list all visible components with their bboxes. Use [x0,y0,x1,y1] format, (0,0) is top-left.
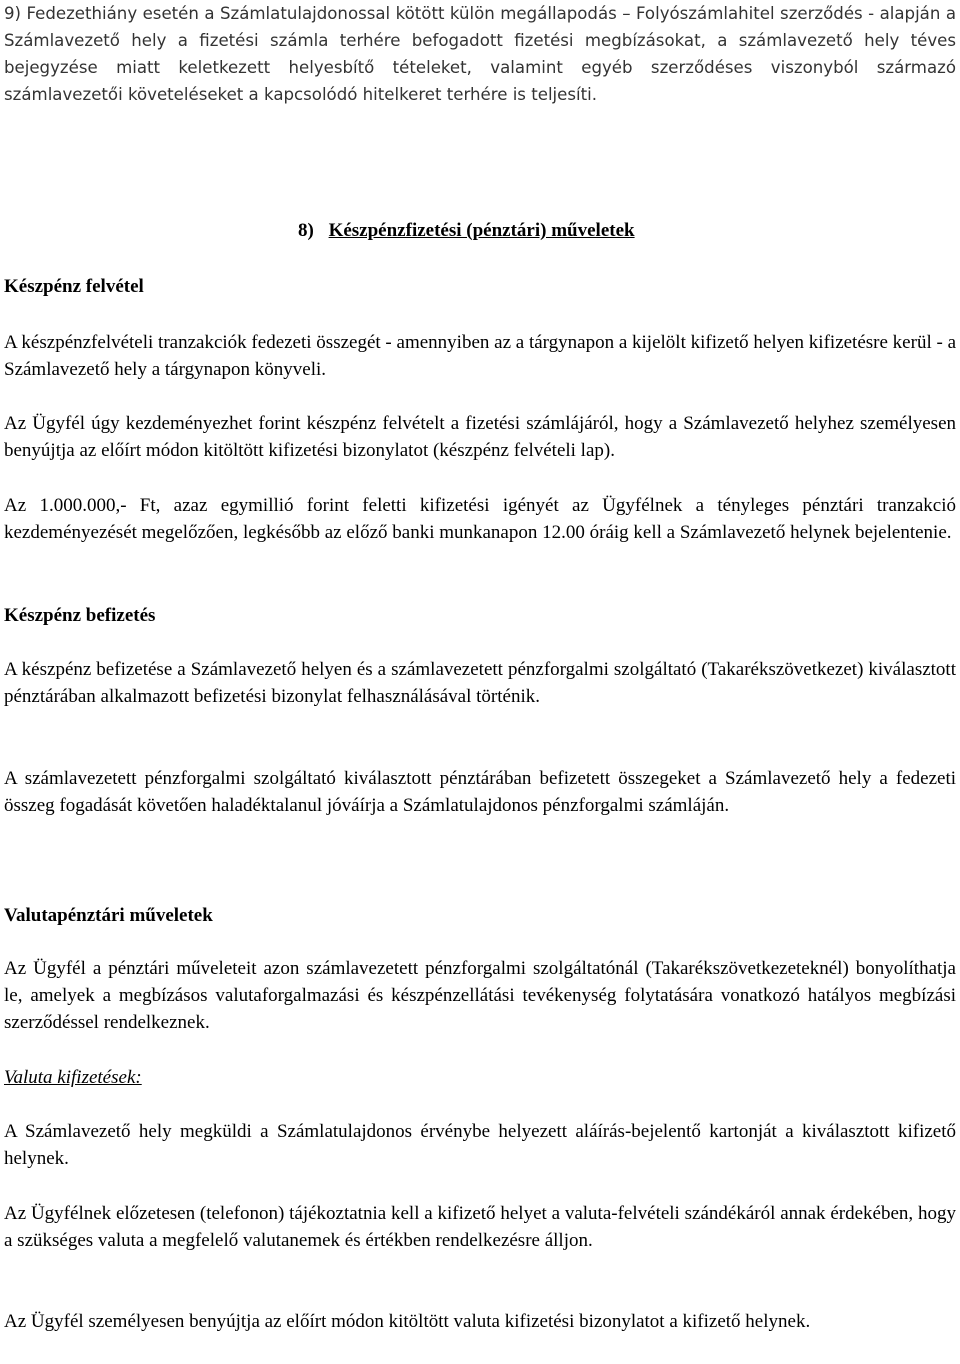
cash-withdrawal-paragraph-1: A készpénzfelvételi tranzakciók fedezeti összegét - amennyiben az a tárgynapon a kijelölt kifizető helyen kifizetésre kerül - a Számlavezető hely a tárgynapon könyveli. [4,332,956,380]
cash-deposit-paragraph-2: A számlavezetett pénzforgalmi szolgáltató kiválasztott pénztárában befizetett összegeket a Számlavezető hely a fedezeti összeg fogadását követően haladéktalanul jóváírja a Számlatulajdonos pénzforgalmi számláján. [4,768,956,816]
fx-payouts-paragraph-3: Az Ügyfél személyesen benyújtja az előírt módon kitöltött valuta kifizetési bizonylatot a kifizető helynek. [4,1311,811,1332]
fx-payouts-paragraph-1: A Számlavezető hely megküldi a Számlatulajdonos érvénybe helyezett aláírás-bejelentő kartonját a kiválasztott kifizető helynek. [4,1121,956,1169]
cash-withdrawal-heading: Készpénz felvétel [4,276,144,297]
cash-deposit-paragraph-1: A készpénz befizetése a Számlavezető helyen és a számlavezetett pénzforgalmi szolgáltató (Takarékszövetkezet) kiválasztott pénztárában alkalmazott befizetési bizonylat felhasználásával történik. [4,659,956,707]
fx-cashier-heading: Valutapénztári műveletek [4,905,213,926]
section-9-paragraph: 9) Fedezethiány esetén a Számlatulajdonossal kötött külön megállapodás – Folyószámlahitel szerződés - alapján a Számlavezető hely a fizetési számla terhére befogadott fizetési megbízásokat, a számlavezető hely téves bejegyzése miatt keletkezett helyesbítő tételeket, valamint egyéb szerződéses viszonyból származó számlavezetői követeléseket a kapcsolódó hitelkeret terhére is teljesíti. [4,4,956,104]
cash-withdrawal-paragraph-3: Az 1.000.000,- Ft, azaz egymillió forint feletti kifizetési igényét az Ügyfélnek a tényleges pénztári tranzakció kezdeményezését megelőzően, legkésőbb az előző banki munkanapon 12.00 óráig kell a Számlavezető helynek bejelentenie. [4,495,956,543]
cash-deposit-heading: Készpénz befizetés [4,605,156,626]
fx-cashier-paragraph-1: Az Ügyfél a pénztári műveleteit azon számlavezetett pénzforgalmi szolgáltatónál (Takarékszövetkezeteknél) bonyolíthatja le, amelyek a megbízásos valutaforgalmazási és készpénzellátási tevékenység folytatására vonatkozó hatályos megbízási szerződéssel rendelkeznek. [4,958,956,1033]
section-8-title-text: Készpénzfizetési (pénztári) műveletek [328,220,635,241]
section-8-number: 8) [298,220,314,241]
fx-payouts-paragraph-2: Az Ügyfélnek előzetesen (telefonon) tájékoztatnia kell a kifizető helyet a valuta-felvételi szándékáról annak érdekében, hogy a szükséges valuta a megfelelő valutanemek és értékben rendelkezésre álljon. [4,1203,956,1251]
cash-withdrawal-paragraph-2: Az Ügyfél úgy kezdeményezhet forint készpénz felvételt a fizetési számlájáról, hogy a Számlavezető helyhez személyesen benyújtja az előírt módon kitöltött kifizetési bizonylatot (készpénz felvételi lap). [4,413,956,461]
fx-payouts-heading: Valuta kifizetések: [4,1067,142,1088]
section-8-title [298,217,635,244]
